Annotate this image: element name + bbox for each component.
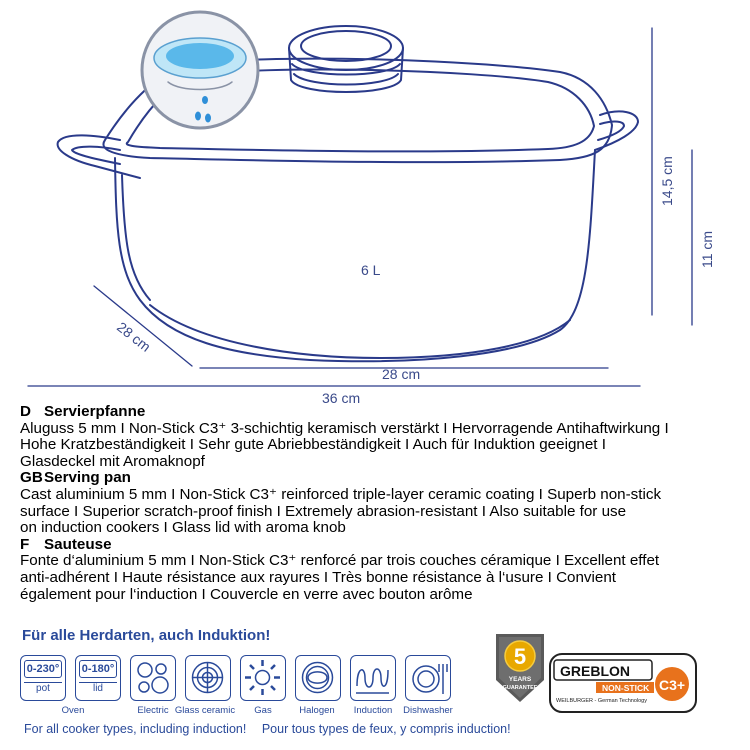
badge-number: 5 [513, 644, 527, 669]
section-line: surface I Superior scratch-proof finish I Extremely abrasion-resistant I Also suitable for use [20, 502, 627, 520]
dim-length-label: 36 cm [322, 390, 361, 405]
greblon-grade: C3+ [658, 677, 686, 693]
dim-depth-label: 28 cm [113, 318, 154, 355]
glass-ceramic-label: Glass ceramic [174, 705, 236, 716]
badge-line2: GUARANTEE [502, 685, 538, 691]
footer-en: For all cooker types, including induction! [24, 722, 247, 736]
footer-fr: Pour tous types de feux, y compris induction! [261, 722, 511, 736]
section-line: Glasdeckel mit Aromaknopf [20, 452, 205, 470]
guarantee-badge [492, 630, 548, 706]
oven-label: Oven [61, 705, 85, 716]
greblon-sub: NON-STICK [602, 683, 650, 693]
product-description [20, 404, 740, 603]
induction-label: Induction [353, 705, 393, 716]
electric-icon [130, 655, 176, 701]
greblon-logo [548, 652, 698, 714]
section-line: Fonte d‘aluminium 5 mm I Non-Stick C3⁺ renforcé par trois couches céramique I Excellent effet [20, 552, 660, 570]
pot-temp-value: 0-230° [24, 660, 62, 678]
section-code: D [20, 403, 31, 420]
section-title: Sauteuse [44, 535, 112, 553]
lid-temp-icon [75, 655, 121, 701]
section-title: Serving pan [44, 469, 131, 487]
greblon-brand: GREBLON [560, 663, 630, 679]
induction-icon [350, 655, 396, 701]
badge-line1: YEARS [508, 676, 532, 683]
section-code: F [20, 535, 30, 553]
pot-body [115, 150, 595, 361]
footer-note [24, 722, 523, 736]
pot-temp-icon [20, 655, 66, 701]
section-gb [20, 470, 740, 536]
aroma-knob [289, 26, 403, 70]
section-code: GB [20, 469, 43, 487]
section-line: on induction cookers I Glass lid with aroma knob [20, 519, 346, 537]
halogen-label: Halogen [299, 705, 335, 716]
glass-ceramic-icon [185, 655, 231, 701]
section-line: Hohe Kratzbeständigkeit I Sehr gute Abriebbeständigkeit I Auch für Induktion geeignet I [20, 436, 606, 454]
right-handle [595, 111, 638, 150]
section-line: également pour l‘induction I Couvercle en verre avec bouton arôme [20, 585, 473, 603]
gas-label: Gas [254, 705, 272, 716]
pot-temp-label: pot [24, 682, 62, 697]
dim-total-height-label: 14,5 cm [659, 156, 675, 206]
lid-temp-label: lid [79, 682, 117, 697]
section-fr [20, 537, 740, 603]
dishwasher-icon [405, 655, 451, 701]
capacity-label: 6 L [361, 262, 381, 278]
lid-temp-value: 0-180° [79, 660, 117, 678]
dim-body-height-label: 11 cm [699, 230, 715, 268]
section-de [20, 404, 740, 470]
halogen-icon [295, 655, 341, 701]
section-line: Cast aluminium 5 mm I Non-Stick C3⁺ reinforced triple-layer ceramic coating I Superb non-stick [20, 485, 662, 503]
dim-width-label: 28 cm [382, 366, 421, 382]
section-line: anti-adhérent I Haute résistance aux rayures I Très bonne résistance à l‘usure I Convient [20, 568, 617, 586]
dishwasher-label: Dishwasher [403, 705, 453, 716]
section-line: Aluguss 5 mm I Non-Stick C3⁺ 3-schichtig keramisch verstärkt I Hervorragende Antihaftwirkung I [20, 419, 669, 437]
electric-label: Electric [137, 705, 169, 716]
greblon-maker: WEILBURGER - German Technology [556, 698, 647, 704]
cooker-types-tagline: Für alle Herdarten, auch Induktion! [22, 627, 271, 644]
gas-icon [240, 655, 286, 701]
section-title: Servierpfanne [44, 403, 146, 420]
